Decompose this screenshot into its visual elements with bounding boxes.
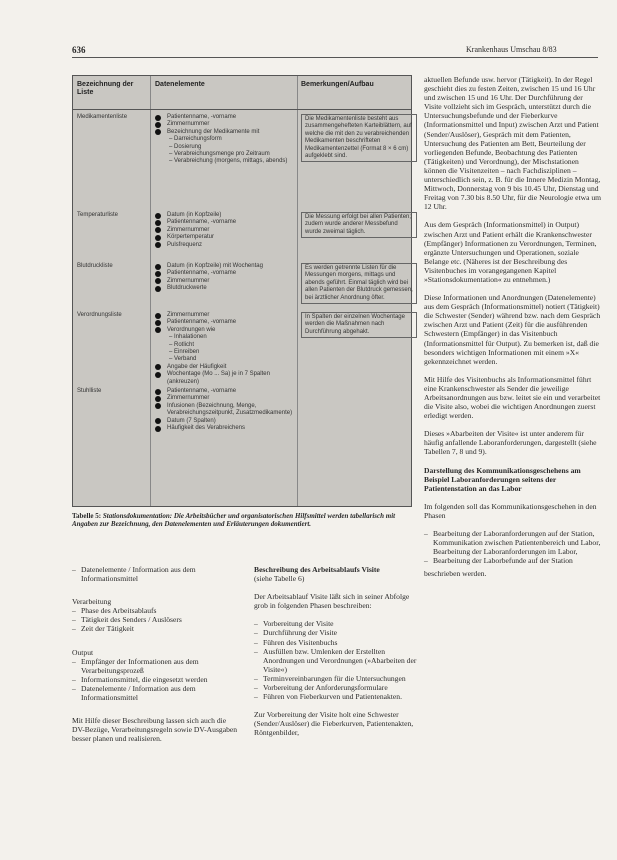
left-block-heading: Output [72,647,94,657]
data-element-text: Zimmernummer [167,312,210,318]
data-element [155,129,295,136]
left-column [72,565,240,752]
visite-phase: – Durchführung der Visite [254,628,418,637]
data-element [155,121,295,128]
data-element-text: Verordnungen wie [167,326,216,333]
right-paragraph-2: Aus dem Gespräch (Informationsmittel) in Output) zwischen Arzt und Patient erhält die Krankenschwester (Empfänger) Informationen zu Verordnungen, Terminen, ergänzte Untersuchungen und Operationen, soziale Belange etc. (Näheres ist der Beschreibung des Visitenbuches im vorangegangenen Kapitel »Stationsdokumentation« zu entnehmen.) [424,220,597,284]
data-element-text: Patientenname, -vorname [167,319,237,326]
data-element-text: Datum (in Kopfzeile) mit Wochentag [167,263,263,269]
bullet-icon [155,264,161,270]
middle-paragraph-1: Der Arbeitsablauf Visite läßt sich in seiner Abfolge grob in folgenden Phasen beschreiben: [254,592,410,611]
bullet-icon [155,213,161,219]
right-column [424,75,602,588]
list-name: Blutdruckliste [77,263,113,269]
data-element-text: Bezeichnung der Medikamente mit [167,128,260,135]
bullet-icon [155,396,161,402]
table-column-divider [150,76,151,506]
bullet-icon [155,129,161,135]
bullet-icon [155,227,161,233]
middle-column [254,565,418,747]
visite-phase: – Vorbereitung der Visite [254,619,418,628]
data-element [155,312,295,319]
bullet-icon [155,403,161,409]
bullet-icon [155,389,161,395]
list-elements [155,114,295,166]
section-heading-visite: Beschreibung des Arbeitsablaufs Visite [254,565,380,574]
visite-phase: – Führen des Visitenbuchs [254,638,418,647]
data-element-sub: – Inhalationen [169,334,207,341]
data-element-text: Patientenname, -vorname [167,219,237,226]
left-block-item: – Datenelemente / Information aus dem Informationsmittel [72,684,240,702]
left-block-item: – Tätigkeit des Senders / Auslösers [72,615,240,624]
labor-phase: – Bearbeitung der Laboranforderungen auf der Station, Kommunikation zwischen Patientenbereich und Labor, Bearbeitung der Laboranforderungen im Labor, [424,529,602,556]
bullet-icon [155,271,161,277]
visite-phase: – Vorbereitung der Anforderungsformulare [254,683,418,692]
section-heading-labor: Darstellung des Kommunikationsgeschehens am Beispiel Laboranforderungen seitens der Patientenstation an das Labor [424,465,581,493]
list-remark: Es werden getrennte Listen für die Messungen morgens, mittags und abends geführt. Einmal täglich wird bei allen Patienten der Blutdruck gemessen, bei ärztlicher Anordnung öfter. [301,263,417,304]
bullet-icon [155,286,161,292]
data-element [155,364,295,371]
data-element-sub: – Verabreichung (morgens, mittags, abends) [169,158,288,165]
table-header-list-name: Bezeichnung der Liste [77,81,134,96]
list-name: Stuhlliste [77,388,102,394]
list-elements [155,263,295,293]
table-caption [72,512,414,529]
bullet-icon [155,418,161,424]
running-head: Krankenhaus Umschau 8/83 [466,45,557,54]
data-element [155,371,295,386]
data-element [155,212,295,219]
data-element-text: Zimmernummer [167,226,210,233]
data-element-sub: – Verabreichungsmenge pro Zeitraum [169,151,270,158]
data-element-text: Datum (in Kopfzeile) [167,212,222,218]
caption-label: Tabelle 5: [72,512,102,520]
data-element-text: Patientenname, -vorname [167,388,237,394]
data-element [155,327,295,334]
right-paragraph-3: Diese Informationen und Anordnungen (Datenelemente) aus dem Gespräch (Informationsmittel) notiert (Tätigkeit) die Schwester (Sender) während bzw. nach dem Gespräch zwischen Arzt und Patient (Zeit) für die ausführenden Schwestern (Empfänger) in das Visitenbuch (Informationsmittel für Output). Zu bemerken ist, daß die besonders wichtigen Informationen mit einem »X« gekennzeichnet werden. [424,293,601,366]
bullet-icon [155,220,161,226]
data-element-text: Patientenname, -vorname [167,270,237,277]
list-elements [155,312,295,386]
data-element [155,425,295,432]
list-name: Temperaturliste [77,212,119,218]
data-element-text: Zimmernummer [167,277,210,284]
labor-phase: – Bearbeitung der Laborbefunde auf der Station [424,556,602,565]
bullet-icon [155,364,161,370]
data-element [155,388,295,395]
table-column-divider [297,76,298,506]
left-block [72,648,240,703]
data-element [155,278,295,285]
left-block-item: – Phase des Arbeitsablaufs [72,606,240,615]
right-paragraph-4: Mit Hilfe des Visitenbuchs als Informationsmittel führt eine Krankenschwester als Sender die jeweilige Arbeitsanordnungen aus bzw. leitet sie ein und verarbeitet die Visite also, wobei die wichtigen Anordnungen zuerst erledigt werden. [424,374,601,421]
middle-paragraph-2: Zur Vorbereitung der Visite holt eine Schwester (Sender/Auslöser) die Fieberkurven, Patientenakten, Röntgenbilder, [254,710,414,738]
data-element-text: Pulsfrequenz [167,241,203,248]
left-closing-paragraph: Mit Hilfe dieser Beschreibung lassen sich auch die DV-Bezüge, Verarbeitungsregeln sowie DV-Ausgaben besser planen und realisieren. [72,716,238,744]
data-element-text: Zimmernummer [167,121,210,128]
data-element [155,270,295,277]
documentation-table [72,75,412,507]
data-element [155,219,295,226]
data-element [155,263,295,270]
right-paragraph-7: beschrieben werden. [424,569,487,579]
bullet-icon [155,235,161,241]
data-element-sub: – Einreiben [169,349,200,356]
table-header [73,76,411,110]
bullet-icon [155,122,161,128]
data-element [155,242,295,249]
data-element-text: Blutdruckwerte [167,285,207,292]
left-block-item: – Informationsmittel, die eingesetzt werden [72,675,240,684]
list-elements [155,212,295,249]
bullet-icon [155,320,161,326]
data-element [155,285,295,292]
right-paragraph-6: Im folgenden soll das Kommunikationsgeschehen in den Phasen [424,501,597,520]
data-element-sub: – Dosierung [169,143,202,150]
data-element-sub: – Verband [169,356,197,363]
list-remark: In Spalten der einzelnen Wochentage werden die Maßnahmen nach Durchführung abgehakt. [301,312,417,338]
data-element-text: Körpertemperatur [167,234,215,241]
bullet-icon [155,278,161,284]
data-element-text: Infusionen (Bezeichnung, Menge, Verabreichungszeitpunkt, Zusatzmedikamente) [167,402,293,417]
data-element-sub: – Darreichungsform [169,136,222,143]
bullet-icon [155,372,161,378]
bullet-icon [155,242,161,248]
section-heading-ref: (siehe Tabelle 6) [254,574,305,584]
data-element-text: Wochentage (Mo ... Sa) je in 7 Spalten (ankreuzen) [167,371,270,385]
left-block [72,597,240,633]
bullet-icon [155,327,161,333]
right-paragraph-5: Dieses »Abarbeiten der Visite« ist unter anderem für häufig anfallende Laboranforderungen, dargestellt (siehe Tabellen 7, 8 und 9). [424,429,597,457]
bullet-icon [155,426,161,432]
data-element [155,418,295,425]
data-element [155,403,295,418]
data-element-text: Patientenname, -vorname [167,114,237,120]
left-block-item: – Zeit der Tätigkeit [72,624,240,633]
caption-text: Stationsdokumentation: Die Arbeitsbücher und organisatorischen Hilfsmittel werden tabellarisch mit Angaben zur Bezeichnung, den Datenelementen und Erläuterungen dokumentiert. [72,512,396,529]
table-header-elements: Datenelemente [155,81,205,88]
bullet-icon [155,313,161,319]
list-name: Verordnungsliste [77,312,122,318]
page-number: 636 [72,45,86,55]
data-element-text: Angabe der Häufigkeit [167,363,227,370]
data-element [155,234,295,241]
left-intro-item: – Datenelemente / Information aus dem Informationsmittel [72,565,240,583]
data-element-text: Datum (7 Spalten) [167,417,216,424]
visite-phase: – Ausfüllen bzw. Umlenken der Erstellten Anordnungen und Verordnungen (»Abarbeiten der Visite«) [254,647,418,674]
visite-phase: – Terminvereinbarungen für die Untersuchungen [254,674,418,683]
data-element [155,395,295,402]
list-remark: Die Messung erfolgt bei allen Patienten; zudem wurde anderer Messbefund wurde zweimal täglich. [301,212,417,238]
list-remark: Die Medikamentenliste besteht aus zusammengehefteten Karteiblättern, auf welche die mit den zu verabreichenden Medikamenten beschrifteten Medikamentenzettel (Format 8 × 6 cm) aufgeklebt sind. [301,114,417,162]
data-element [155,227,295,234]
right-paragraph-1: aktuellen Befunde usw. hervor (Tätigkeit). In der Regel geschieht dies zu festen Zeiten, zwischen 15 und 16 Uhr und zwischen 15 und 16 Uhr. Der Durchführung der Visite vollzieht sich im Gespräch, unterstützt durch die Untersuchungsbefunde und der Fieberkurve (Informationsmittel und Input) zwischen Arzt und Patient (Sender/Auslöser), Gespräch mit dem Patienten, Untersuchung des Patienten am Bett, Beurteilung der vorliegenden Befunde, Beobachtung des Patienten (Tätigkeiten) und Verordnung), der Mischstationen können die Visitenzeiten – nach Fachdisziplinen – unterschiedlich sein, z. B. für die Innere Medizin Montag, Mittwoch, Donnerstag von 9 bis 10.45 Uhr, Dienstag und Freitag von 7.30 bis 8.50 Uhr, für die Neurologie etwa um 12 Uhr. [424,75,602,212]
bullet-icon [155,115,161,121]
list-elements [155,388,295,432]
left-block-item: – Empfänger der Informationen aus dem Verarbeitungsprozeß [72,657,240,675]
data-element-text: Zimmernummer [167,395,210,402]
data-element-text: Häufigkeit des Verabreichens [167,425,246,432]
data-element-sub: – Rotlicht [169,341,195,348]
data-element [155,114,295,121]
left-block-heading: Verarbeitung [72,597,112,607]
header-rule [72,57,598,58]
table-header-remarks: Bemerkungen/Aufbau [301,81,374,88]
visite-phase: – Führen von Fieberkurven und Patientenakten. [254,692,418,701]
list-name: Medikamentenliste [77,114,128,120]
data-element [155,319,295,326]
